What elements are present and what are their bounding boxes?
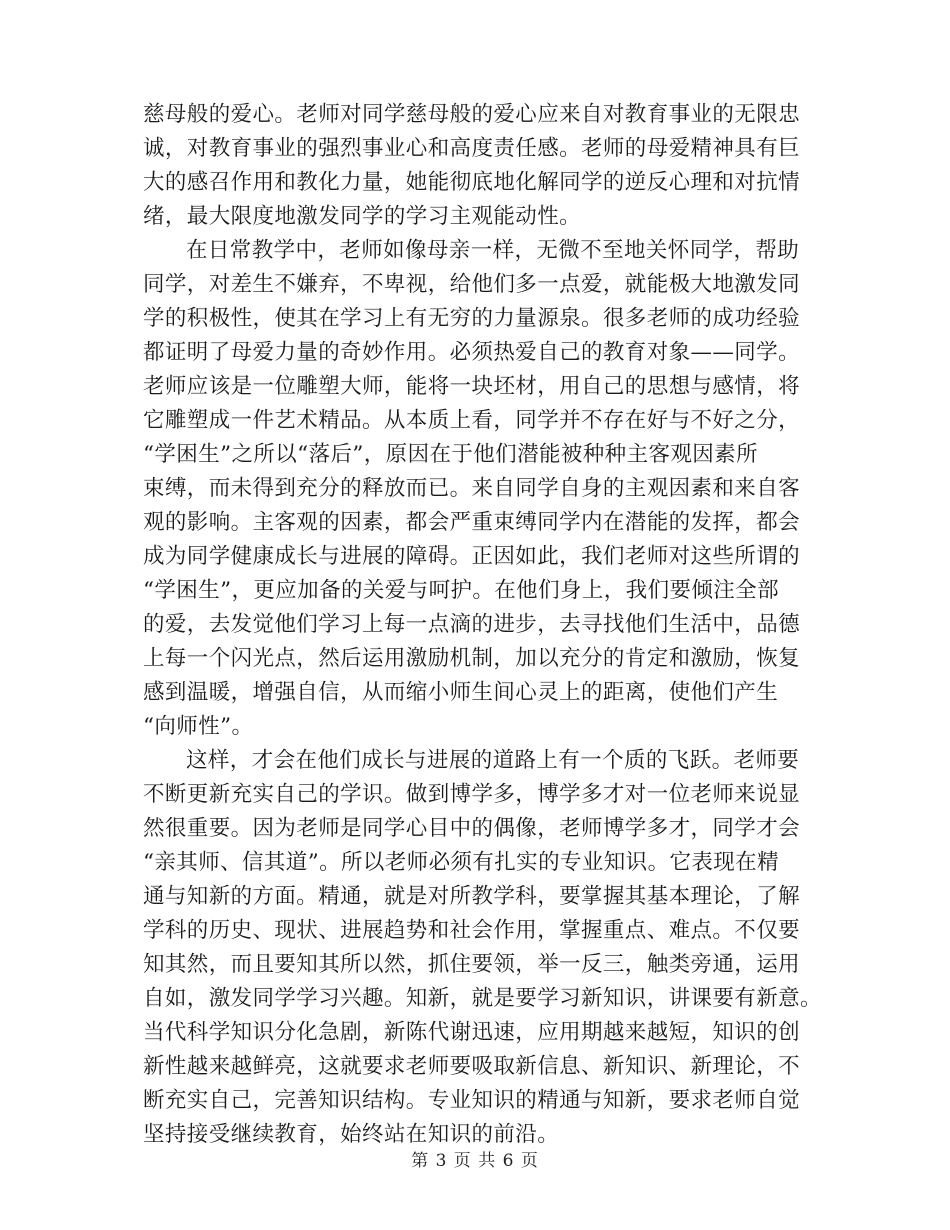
text-line: 通与知新的方面。精通，就是对所教学科，要掌握其基本理论，了解 <box>143 884 801 909</box>
text-line: “学困生”，更应加备的关爱与呵护。在他们身上，我们要倾注全部 <box>143 578 779 603</box>
text-line: 感到温暖，增强自信，从而缩小师生间心灵上的距离，使他们产生 <box>143 680 779 705</box>
text-line: 绪，最大限度地激发同学的学习主观能动性。 <box>143 204 582 229</box>
text-line: 学的积极性，使其在学习上有无穷的力量源泉。很多老师的成功经验 <box>143 306 801 331</box>
paragraph <box>143 744 822 1152</box>
document-body <box>143 98 822 1152</box>
text-line: “亲其师、信其道”。所以老师必须有扎实的专业知识。它表现在精 <box>143 850 779 875</box>
text-line: 都证明了母爱力量的奇妙作用。必须热爱自己的教育对象——同学。 <box>143 340 801 365</box>
text-line: 它雕塑成一件艺术精品。从本质上看，同学并不存在好与不好之分， <box>143 408 801 433</box>
text-line: “向师性”。 <box>143 714 254 739</box>
text-line: 在日常教学中，老师如像母亲一样，无微不至地关怀同学，帮助 <box>186 238 800 263</box>
page-number-footer: 第 3 页 共 6 页 <box>411 1151 539 1171</box>
text-line: 坚持接受继续教育，始终站在知识的前沿。 <box>143 1122 560 1147</box>
text-line: 诚，对教育事业的强烈事业心和高度责任感。老师的母爱精神具有巨 <box>143 136 801 161</box>
text-line: 不断更新充实自己的学识。做到博学多，博学多才对一位老师来说显 <box>143 782 801 807</box>
text-line: 自如，激发同学学习兴趣。知新，就是要学习新知识，讲课要有新意。 <box>143 986 822 1011</box>
text-line: 断充实自己，完善知识结构。专业知识的精通与知新，要求老师自觉 <box>143 1088 801 1113</box>
text-line: 同学，对差生不嫌弃，不卑视，给他们多一点爱，就能极大地激发同 <box>143 272 801 297</box>
text-line: 的爱，去发觉他们学习上每一点滴的进步，去寻找他们生活中，品德 <box>143 612 801 637</box>
text-line: 学科的历史、现状、进展趋势和社会作用，掌握重点、难点。不仅要 <box>143 918 801 943</box>
text-line: 慈母般的爱心。老师对同学慈母般的爱心应来自对教育事业的无限忠 <box>143 102 801 127</box>
text-line: 上每一个闪光点，然后运用激励机制，加以充分的肯定和激励，恢复 <box>143 646 801 671</box>
text-line: 老师应该是一位雕塑大师，能将一块坯材，用自己的思想与感情，将 <box>143 374 801 399</box>
text-line: 大的感召作用和教化力量，她能彻底地化解同学的逆反心理和对抗情 <box>143 170 801 195</box>
text-line: 成为同学健康成长与进展的障碍。正因如此，我们老师对这些所谓的 <box>143 544 801 569</box>
text-line: 束缚，而未得到充分的释放而已。来自同学自身的主观因素和来自客 <box>143 476 801 501</box>
text-line: 然很重要。因为老师是同学心目中的偶像，老师博学多才，同学才会 <box>143 816 801 841</box>
text-line: 新性越来越鲜亮，这就要求老师要吸取新信息、新知识、新理论，不 <box>143 1054 801 1079</box>
text-line: “学困生”之所以“落后”，原因在于他们潜能被种种主客观因素所 <box>143 442 758 467</box>
text-line: 这样，才会在他们成长与进展的道路上有一个质的飞跃。老师要 <box>186 748 800 773</box>
paragraph <box>143 98 813 234</box>
paragraph <box>143 234 813 744</box>
text-line: 观的影响。主客观的因素，都会严重束缚同学内在潜能的发挥，都会 <box>143 510 801 535</box>
text-line: 当代科学知识分化急剧，新陈代谢迅速，应用期越来越短，知识的创 <box>143 1020 801 1045</box>
text-line: 知其然，而且要知其所以然，抓住要领，举一反三，触类旁通，运用 <box>143 952 801 977</box>
